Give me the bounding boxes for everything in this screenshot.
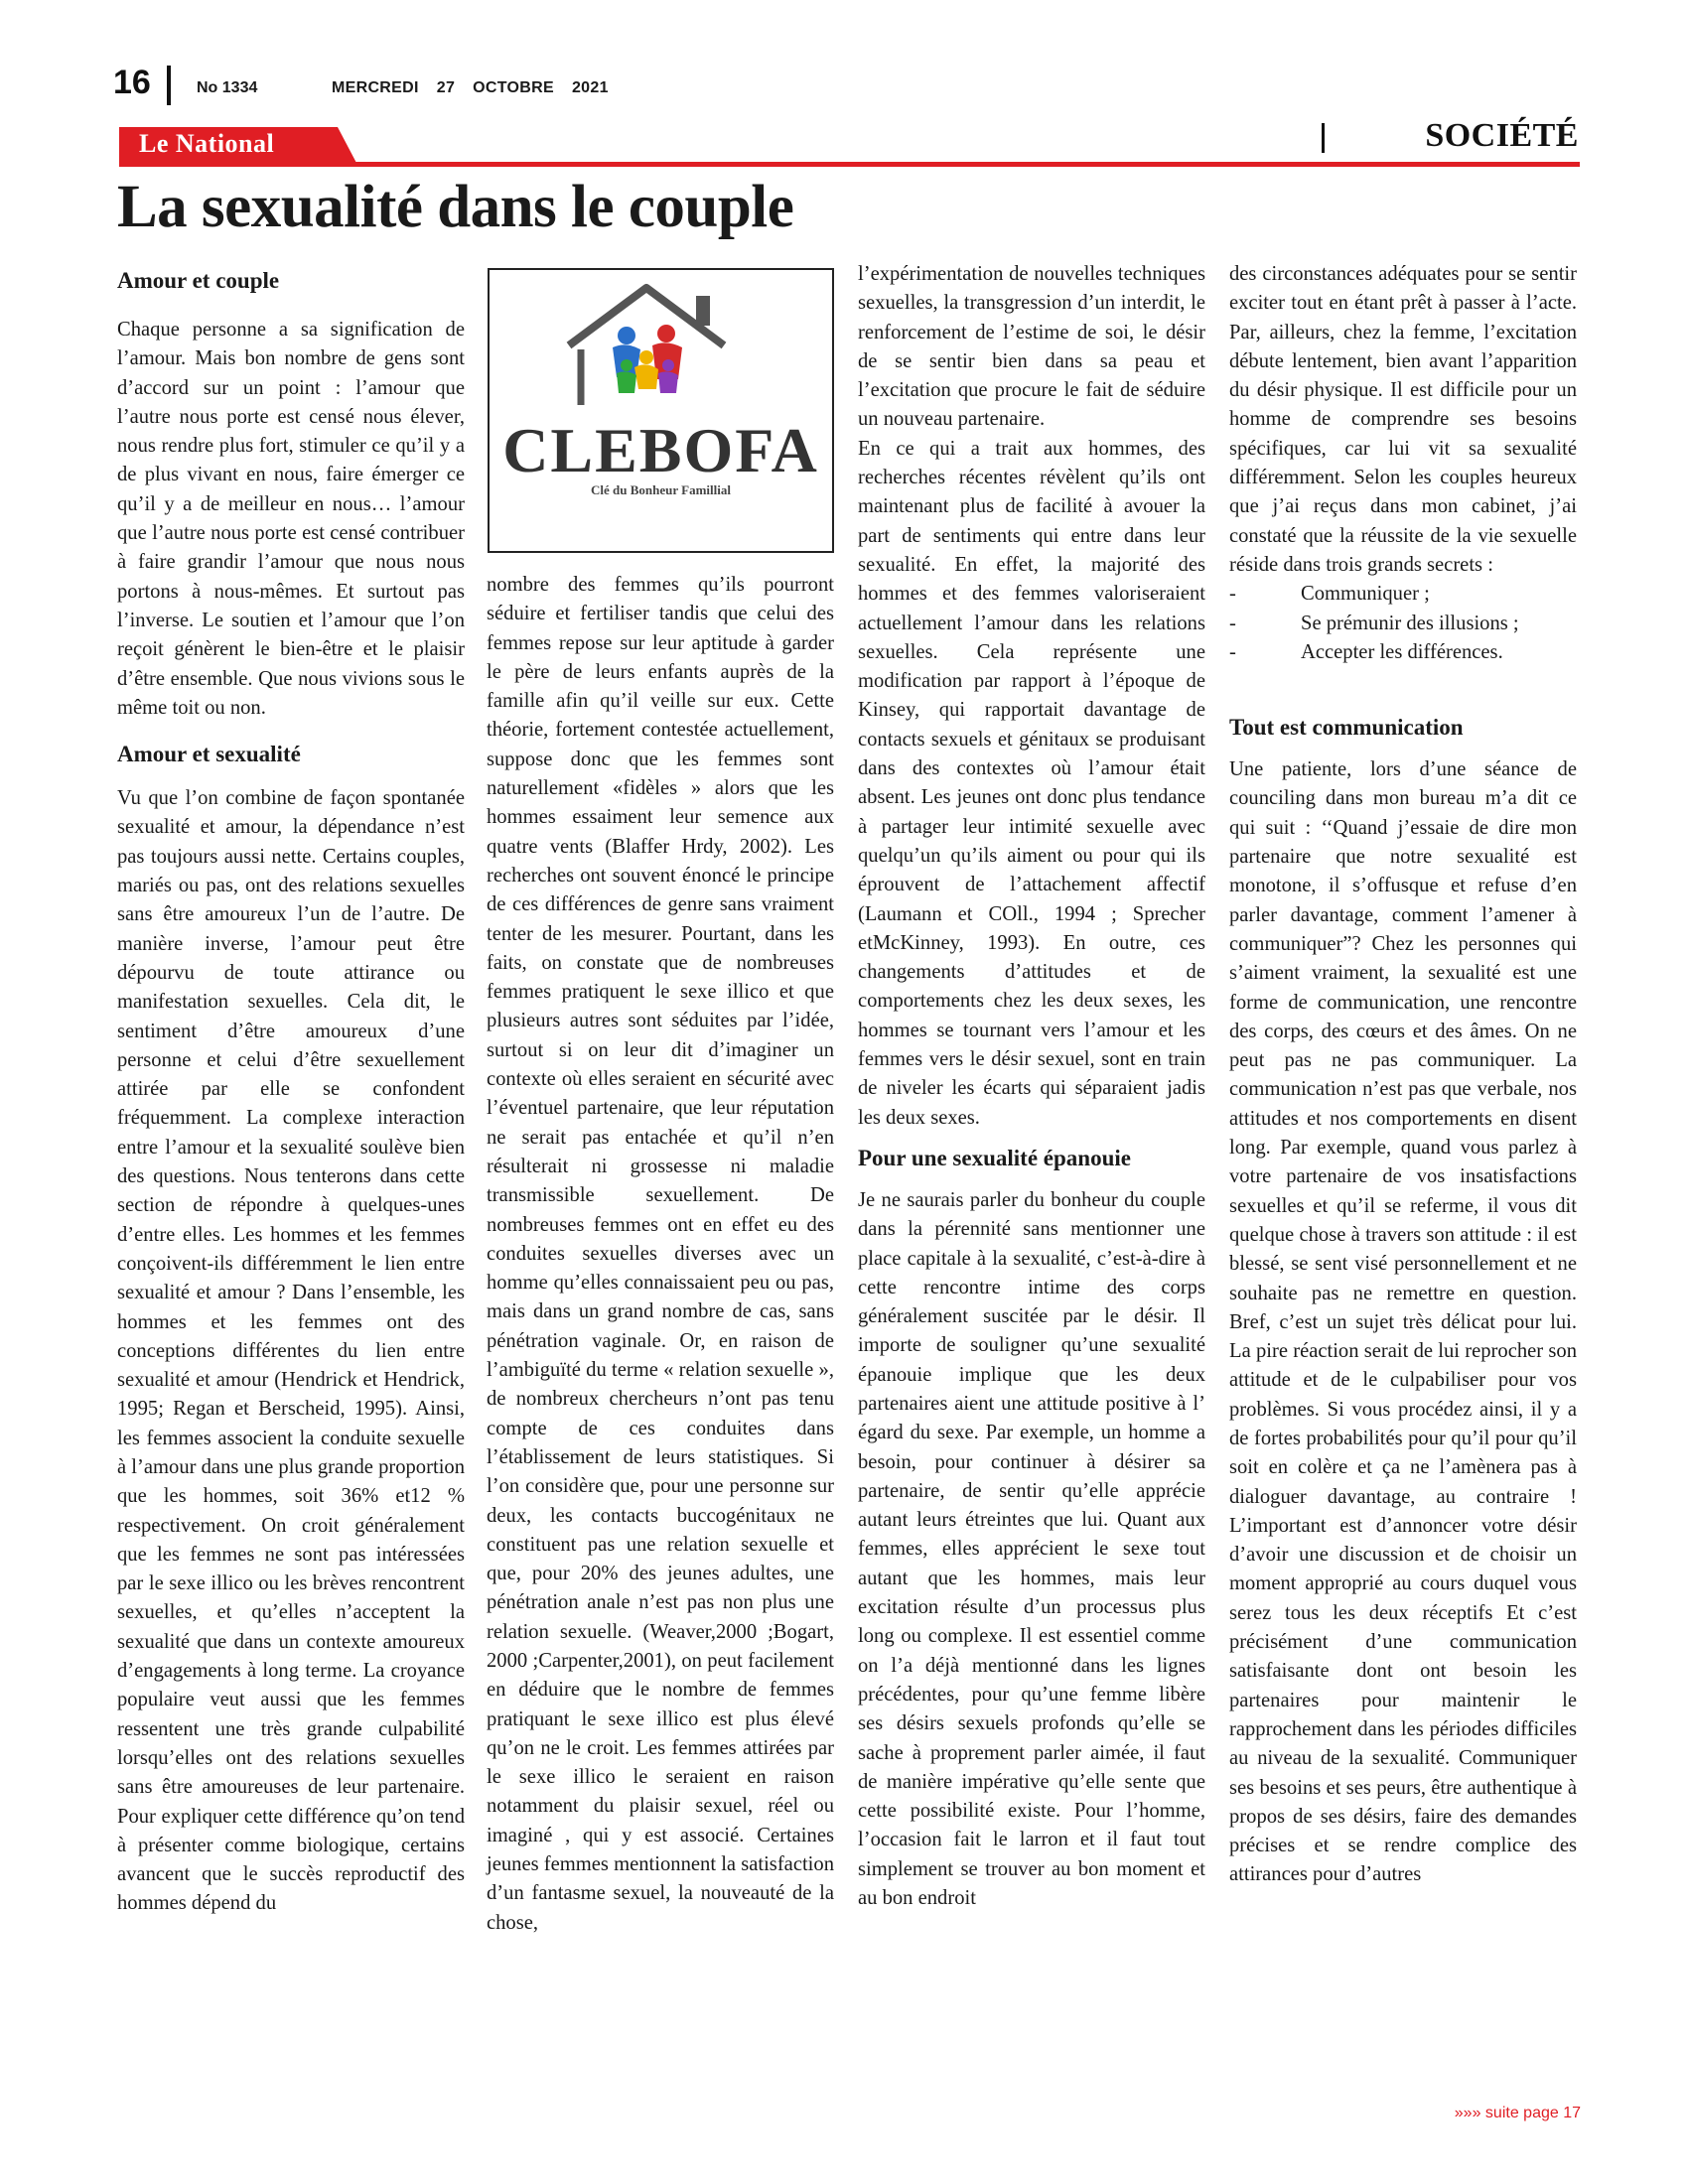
page-number: 16 [113,64,151,101]
list-item: - Se prémunir des illusions ; [1229,612,1519,634]
column-3 [858,260,1205,1913]
clebofa-logo [488,268,834,553]
issue-year: 2021 [571,79,609,96]
subheading-sexualite-epanouie: Pour une sexualité épanouie [858,1145,1131,1170]
brand-name: Le National [139,129,275,158]
paragraph: Une patiente, lors d’une séance de counciling dans mon bureau m’a dit ce qui suit : ‘‘Quand j’essaie de dire mon partenaire que notre sexualité est monotone, il s’offusque et refuse d’en parler davantage, comment l’amener à communiquer”? Chez les personnes qui s’aiment vraiment, la sexualité est une forme de communication, une rencontre des corps, des cœurs et des âmes. On ne peut pas ne pas communiquer. La communication n’est pas que verbale, nos attitudes et nos comportements en disent long. Par exemple, quand vous parlez à votre partenaire de vos insatisfactions sexuelles et qu’il se referme, il vous dit quelque chose à travers son attitude : il est blessé, se sent visé personnellement et ne souhaite pas ne remettre en question. Bref, c’est un sujet très délicat pour lui. La pire réaction serait de lui reprocher son attitude et de le culpabiliser pour vos problèmes. Si vous procédez ainsi, il y a de fortes probabilités pour qu’il pour qu’il soit en colère et ça ne l’amènera pas à dialoguer davantage, au contraire ! L’important est d’annoncer votre désir d’avoir une discussion et de choisir un moment approprié au cours duquel vous serez tous les deux réceptifs Et c’est précisément d’une communication satisfaisante dont ont besoin les partenaires pour maintenir le rapprochement dans les périodes difficiles au niveau de la sexualité. Communiquer ses besoins et ses peurs, être authentique à propos de ses désirs, faire des demandes précises et se rendre complice des attirances pour d’autres [1229,758,1577,1886]
list-item: - Accepter les différences. [1229,640,1503,663]
issue-day: MERCREDI [332,79,419,96]
issue-date [332,79,627,97]
logo-tagline: Clé du Bonheur Famillial [591,482,731,497]
subheading-amour-sexualite: Amour et sexualité [117,742,301,767]
column-2 [487,571,834,1938]
family-house-icon [547,278,775,417]
issue-number: No 1334 [197,79,258,96]
header-divider [167,66,171,105]
paragraph: des circonstances adéquates pour se sentir exciter tout en étant prêt à passer à l’acte. Par, ailleurs, chez la femme, l’excitation débute lentement, bien avant l’apparition du désir physique. Il est difficile pour un homme de comprendre ses besoins spécifiques, car lui vit sa sexualité différemment. Selon les couples heureux que j’ai reçus dans mon cabinet, j’ai constaté que la réussite de la vie sexuelle réside dans trois grands secrets : [1229,263,1577,576]
section-divider [1322,123,1325,153]
subheading-amour-couple: Amour et couple [117,268,280,293]
section-label: SOCIÉTÉ [1425,117,1579,154]
article-title: La sexualité dans le couple [117,174,794,240]
issue-date-number: 27 [436,79,456,96]
paragraph: En ce qui a trait aux hommes, des recherches récentes révèlent qu’ils ont maintenant plus de facilité à avouer la part de sentiments qui entre dans leur sexualité. En effet, la majorité des hommes et des femmes valoriseraient actuellement l’amour dans les relations sexuelles. Cela représente une modification par rapport à l’époque de Kinsey, qui rapportait davantage de contacts sexuels et génitaux se produisant dans des contextes où l’amour était absent. Les jeunes ont donc plus tendance à partager leur intimité sexuelle avec quelqu’un qu’ils aiment ou pour qui ils éprouvent de l’attachement affectif (Laumann et COll., 1994 ; Sprecher etMcKinney, 1993). En outre, ces changements d’attitudes et de comportements chez les deux sexes, les hommes se tournant vers l’amour et les femmes vers le désir sexuel, sont en train de niveler les écarts qui séparaient jadis les deux sexes. [858,437,1205,1129]
paragraph: Je ne saurais parler du bonheur du couple dans la pérennité sans mentionner une place capitale à la sexualité, c’est-à-dire à cette rencontre intime des corps généralement suscitée par le désir. Il importe de souligner qu’une sexualité épanouie implique que les deux partenaires aient une attitude positive à l’ égard du sexe. Par exemple, un homme a besoin, pour continuer à désirer sa partenaire, de sentir qu’elle apprécie autant leurs étreintes que lui. Quant aux femmes, elles apprécient le sexe tout autant que les hommes, mais leur excitation résulte d’un processus plus long ou complexe. Il est essentiel comme on l’a déjà mentionné dans les lignes précédentes, pour qu’une femme libère ses désirs sexuels profonds qu’elle se sache à proprement parler aimée, il faut de manière impérative qu’elle sente que cette possibilité existe. Pour l’homme, l’occasion fait le larron et il faut tout simplement se trouver au bon moment et au bon endroit [858,1188,1205,1910]
header-red-rule [119,162,1580,167]
column-1 [117,266,465,1919]
subheading-communication: Tout est communication [1229,715,1464,741]
list-item: - Communiquer ; [1229,583,1430,606]
continued-link[interactable]: »»» suite page 17 [1454,2105,1581,2121]
column-4 [1229,260,1577,1890]
paragraph: l’expérimentation de nouvelles techniques sexuelles, la transgression d’un interdit, le renforcement de l’estime de soi, le désir de se sentir bien dans sa peau et l’excitation que procure le fait de séduire un nouveau partenaire. [858,263,1205,431]
logo-wordmark: CLEBOFA [502,415,819,485]
paragraph: Vu que l’on combine de façon spontanée sexualité et amour, la dépendance n’est pas toujours aussi nette. Certains couples, mariés ou pas, ont des relations sexuelles sans être amoureux l’un de l’autre. De manière inverse, l’amour peut être dépourvu de toute attirance ou manifestation sexuelles. Cela dit, le sentiment d’être amoureux d’une personne et celui d’être sexuellement attirée par elle se confondent fréquemment. La complexe interaction entre l’amour et la sexualité soulève bien des questions. Nous tenterons dans cette section de répondre à quelques-unes d’entre elles. Les hommes et les femmes conçoivent-ils différemment le lien entre sexualité et amour ? Dans l’ensemble, les hommes et les femmes ont des conceptions différentes du lien entre sexualité et amour (Hendrick et Hendrick, 1995; Regan et Berscheid, 1995). Ainsi, les femmes associent la conduite sexuelle à l’amour dans une plus grande proportion que les hommes, soit 36% et12 % respectivement. On croit généralement que les femmes ne sont pas intéressées par le sexe illico ou les brèves rencontrent sexuelles, et qu’elles n’acceptent la sexualité que dans un contexte amoureux d’engagements à long terme. La croyance populaire veut aussi que les femmes ressentent une très grande culpabilité lorsqu’elles ont des relations sexuelles sans être amoureuses de leur partenaire. Pour expliquer cette différence qu’on tend à présenter comme biologique, certains avancent que le succès reproductif des hommes dépend du [117,787,466,1915]
paragraph: nombre des femmes qu’ils pourront séduire et fertiliser tandis que celui des femmes repose sur leur aptitude à garder le père de leurs enfants auprès de la famille afin qu’il veille sur eux. Cette théorie, fortement contestée actuellement, suppose donc que les femmes sont naturellement «fidèles » alors que les hommes essaiment leur semence aux quatre vents (Blaffer Hrdy, 2002). Les recherches ont souvent énoncé le principe de ces différences de genre sans vraiment tenter de les mesurer. Pourtant, dans les faits, on constate que de nombreuses femmes pratiquent le sexe illico et que plusieurs autres sont séduites par l’idée, surtout si on leur dit d’imaginer un contexte où elles seraient en sécurité avec l’éventuel partenaire, que leur réputation ne serait pas entachée et qu’il n’en résulterait ni grossesse ni maladie transmissible sexuellement. De nombreuses femmes ont en effet eu des conduites sexuelles diverses avec un homme qu’elles connaissaient peu ou pas, mais dans un grand nombre de cas, sans pénétration vaginale. Or, en raison de l’ambiguïté du terme « relation sexuelle », de nombreux chercheurs n’ont pas tenu compte de ces conduites dans l’établissement de leurs statistiques. Si l’on considère que, pour une personne sur deux, les contacts buccogénitaux ne constituent pas une relation sexuelle et que, pour 20% des jeunes adultes, une pénétration anale n’est pas non plus une relation sexuelle. (Weaver,2000 ;Bogart, 2000 ;Carpenter,2001), on peut facilement en déduire que le nombre de femmes pratiquant le sexe illico est plus élevé qu’on ne le croit. Les femmes attirées par le sexe illico le seraient en raison notamment du plaisir sexuel, réel ou imaginé , qui y est associé. Certaines jeunes femmes mentionnent la satisfaction d’un fantasme sexuel, la nouveauté de la chose, [487,574,834,1934]
issue-month: OCTOBRE [473,79,554,96]
paragraph: Chaque personne a sa signification de l’amour. Mais bon nombre de gens sont d’accord sur un point : l’amour que l’autre nous porte est censé nous élever, nous rendre plus fort, stimuler ce qu’il y a de plus vivant en nous, faire émerger ce qu’il y a de meilleur en nous… l’amour que l’autre nous porte est censé contribuer à faire grandir l’amour que nous nous portons à nous-mêmes. Et surtout pas l’inverse. Le soutien et l’amour que l’on reçoit génèrent le bien-être et le plaisir d’être ensemble. Que nous vivions sous le même toit ou non. [117,319,465,719]
